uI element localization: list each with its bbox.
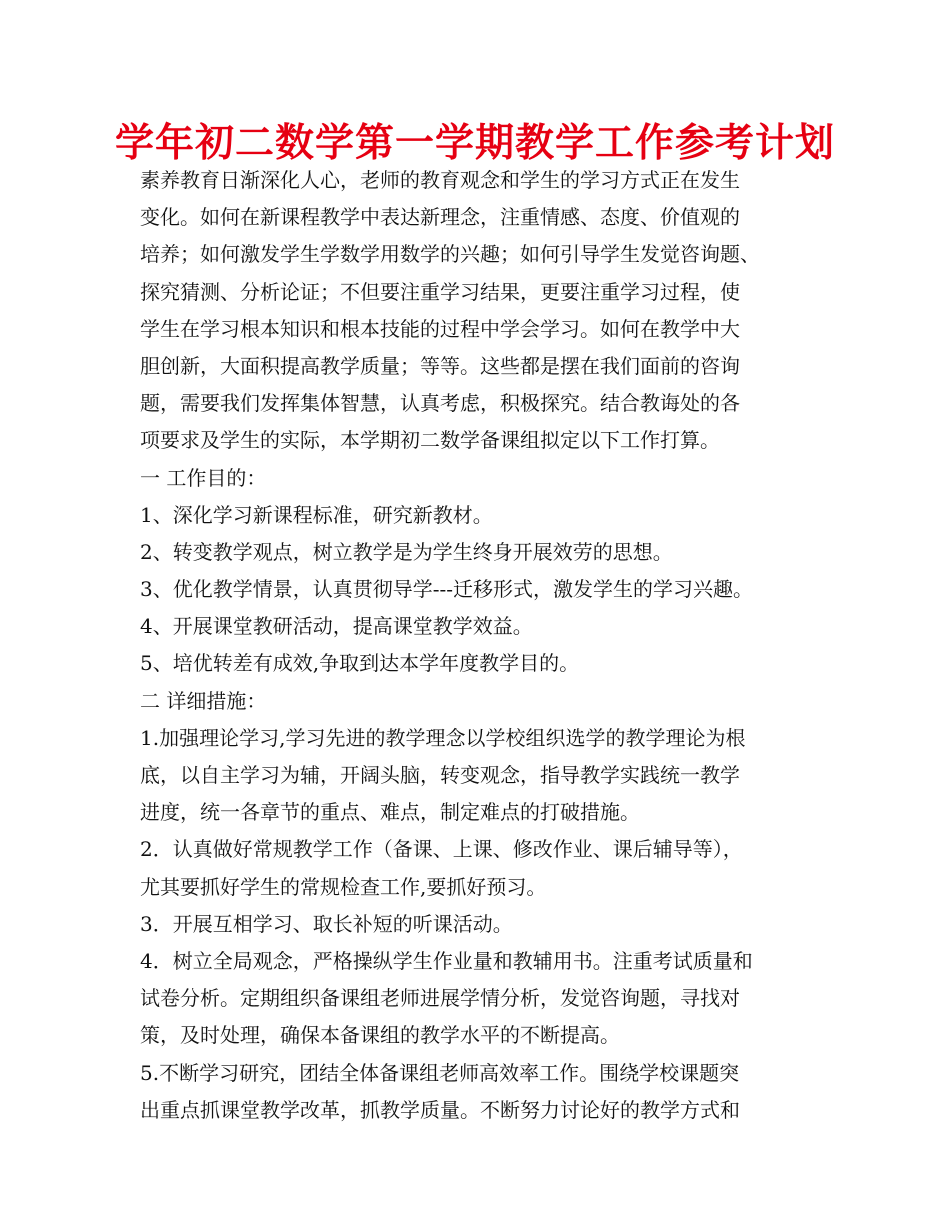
text-line: 试卷分析。定期组织备课组老师进展学情分析，发觉咨询题，寻找对 [140, 986, 740, 1011]
list-item: 3、优化教学情景，认真贯彻导学---迁移形式，激发学生的学习兴趣。 [140, 577, 753, 602]
list-item: 1.加强理论学习,学习先进的教学理念以学校组织选学的教学理论为根 [140, 725, 746, 750]
text-line: 项要求及学生的实际，本学期初二数学备课组拟定以下工作打算。 [140, 428, 720, 453]
text-line: 胆创新，大面积提高教学质量；等等。这些都是摆在我们面前的咨询 [140, 353, 740, 378]
text-line: 策，及时处理，确保本备课组的教学水平的不断提高。 [140, 1023, 620, 1048]
section-heading: 一 工作目的： [140, 465, 267, 490]
list-item: 2、转变教学观点，树立教学是为学生终身开展效劳的思想。 [140, 539, 673, 564]
list-item: 2．认真做好常规教学工作（备课、上课、修改作业、课后辅导等）， [140, 837, 743, 862]
text-line: 学生在学习根本知识和根本技能的过程中学会学习。如何在教学中大 [140, 316, 740, 341]
list-item: 3．开展互相学习、取长补短的听课活动。 [140, 911, 513, 936]
text-line: 探究猜测、分析论证；不但要注重学习结果，更要注重学习过程，使 [140, 279, 740, 304]
list-item: 5.不断学习研究，团结全体备课组老师高效率工作。围绕学校课题突 [140, 1060, 740, 1085]
text-line: 素养教育日渐深化人心，老师的教育观念和学生的学习方式正在发生 [140, 168, 740, 192]
text-line: 题，需要我们发挥集体智慧，认真考虑，积极探究。结合教诲处的各 [140, 391, 740, 416]
section-heading: 二 详细措施： [140, 688, 267, 713]
list-item: 4、开展课堂教研活动，提高课堂教学效益。 [140, 614, 533, 639]
text-line: 出重点抓课堂教学改革，抓教学质量。不断努力讨论好的教学方式和 [140, 1097, 740, 1122]
text-line: 底，以自主学习为辅，开阔头脑，转变观念，指导教学实践统一教学 [140, 763, 740, 787]
text-line: 变化。如何在新课程教学中表达新理念，注重情感、态度、价值观的 [140, 205, 740, 230]
text-line: 尤其要抓好学生的常规检查工作,要抓好预习。 [140, 874, 547, 899]
document-title: 学年初二数学第一学期教学工作参考计划 [114, 121, 835, 166]
text-line: 培养；如何激发学生学数学用数学的兴趣；如何引导学生发觉咨询题、 [140, 242, 760, 267]
document-body [140, 162, 830, 1129]
list-item: 1、深化学习新课程标准，研究新教材。 [140, 502, 493, 527]
list-item: 4．树立全局观念，严格操纵学生作业量和教辅用书。注重考试质量和 [140, 948, 753, 973]
list-item: 5、培优转差有成效,争取到达本学年度教学目的。 [140, 651, 580, 676]
text-line: 进度，统一各章节的重点、难点，制定难点的打破措施。 [140, 800, 640, 825]
